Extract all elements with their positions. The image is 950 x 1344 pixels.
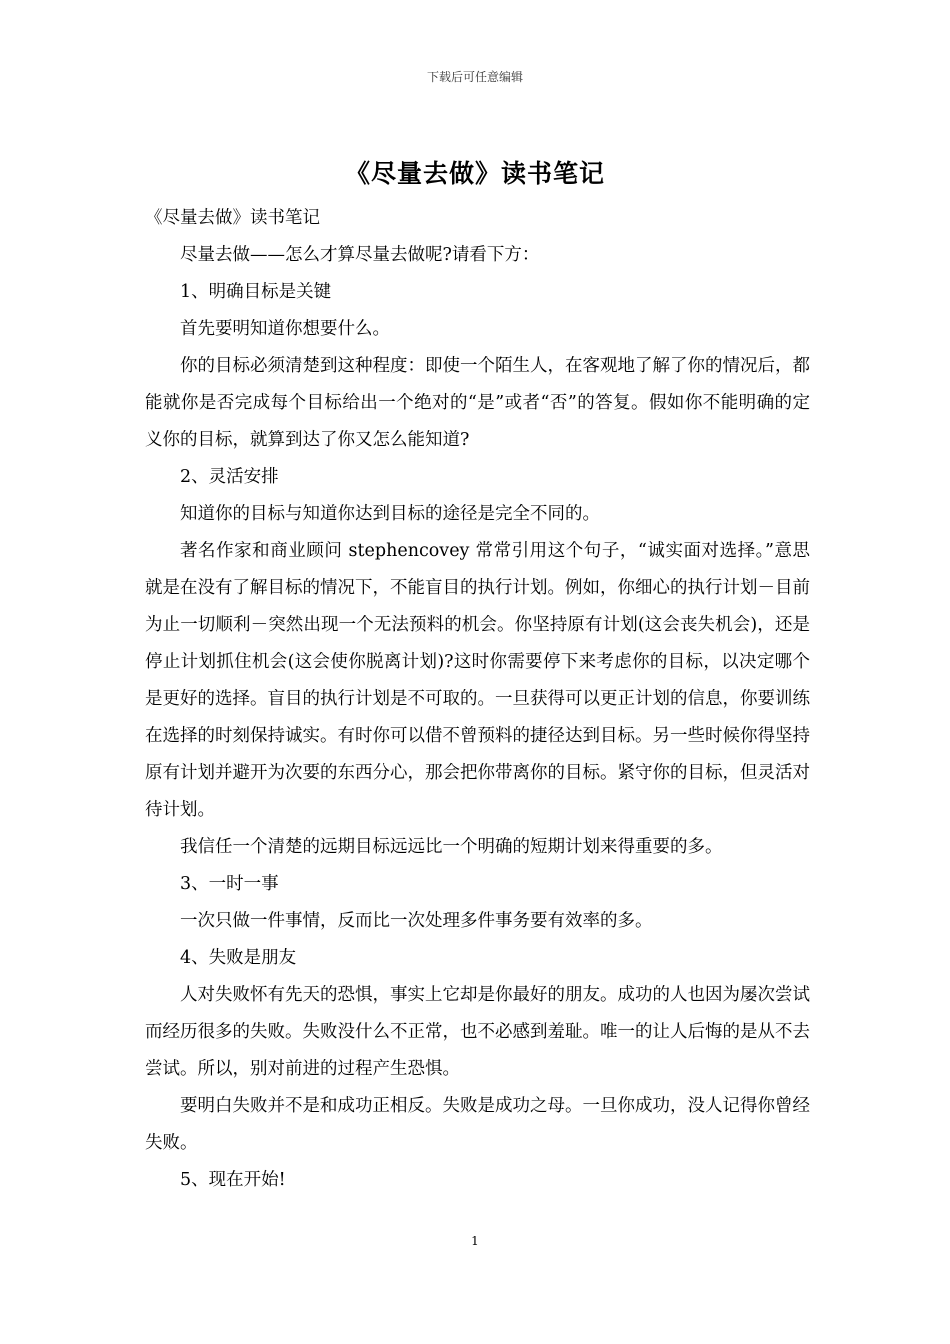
paragraph: 著名作家和商业顾问 stephencovey 常常引用这个句子，“诚实面对选择。”意思就是在没有了解目标的情况下，不能盲目的执行计划。例如，你细心的执行计划－目前为止一切顺利－突然出现一个无法预料的机会。你坚持原有计划(这会丧失机会)，还是停止计划抓住机会(这会使你脱离计划)?这时你需要停下来考虑你的目标，以决定哪个是更好的选择。盲目的执行计划是不可取的。一旦获得可以更正计划的信息，你要训练在选择的时刻保持诚实。有时你可以借不曾预料的捷径达到目标。另一些时候你得坚持原有计划并避开为次要的东西分心，那会把你带离你的目标。紧守你的目标，但灵活对待计划。 [145,541,810,820]
paragraph: 要明白失败并不是和成功正相反。失败是成功之母。一旦你成功，没人记得你曾经失败。 [145,1096,810,1153]
paragraph: 《尽量去做》读书笔记 [145,208,320,228]
section-heading: 1、明确目标是关键 [180,282,332,302]
paragraph: 你的目标必须清楚到这种程度：即使一个陌生人，在客观地了解了你的情况后，都能就你是否完成每个目标给出一个绝对的“是”或者“否”的答复。假如你不能明确的定义你的目标，就算到达了你又怎么能知道? [145,356,810,450]
document-title: 《尽量去做》读书笔记 [344,159,605,188]
section-heading: 5、现在开始! [180,1170,286,1190]
paragraph: 一次只做一件事情，反而比一次处理多件事务要有效率的多。 [180,911,653,931]
paragraph: 首先要明知道你想要什么。 [180,319,390,339]
paragraph: 我信任一个清楚的远期目标远远比一个明确的短期计划来得重要的多。 [180,837,723,857]
paragraph: 知道你的目标与知道你达到目标的途径是完全不同的。 [180,504,600,524]
paragraph: 人对失败怀有先天的恐惧，事实上它却是你最好的朋友。成功的人也因为屡次尝试而经历很多的失败。失败没什么不正常，也不必感到羞耻。唯一的让人后悔的是从不去尝试。所以，别对前进的过程产生恐惧。 [145,985,810,1079]
section-heading: 3、一时一事 [180,874,279,894]
page-number: 1 [471,1234,479,1248]
page-header: 下载后可任意编辑 [426,70,523,84]
document-body [145,200,810,1199]
paragraph: 尽量去做——怎么才算尽量去做呢?请看下方： [180,245,540,265]
section-heading: 2、灵活安排 [180,467,279,487]
section-heading: 4、失败是朋友 [180,948,297,968]
